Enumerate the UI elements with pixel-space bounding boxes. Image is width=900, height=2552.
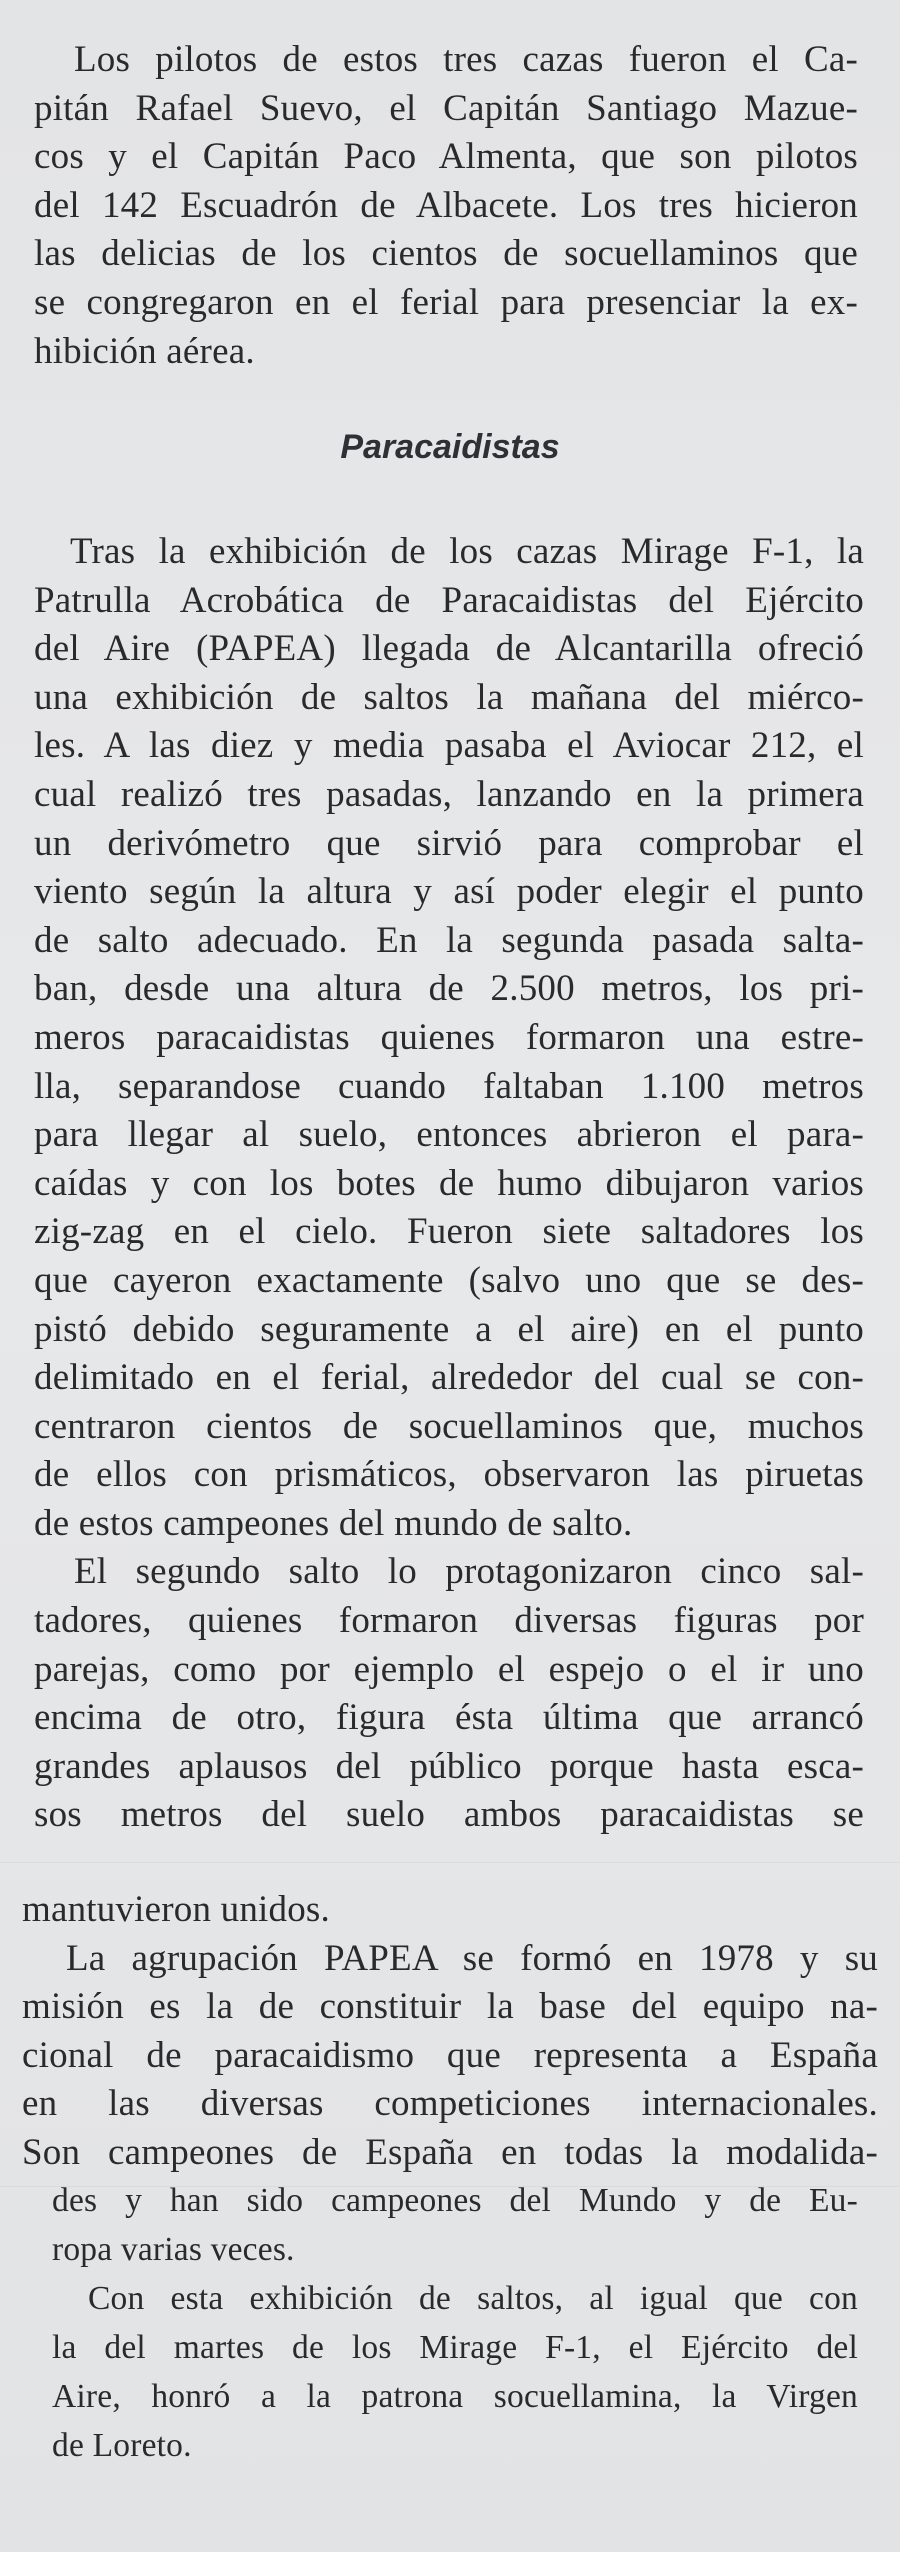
text-line: la del martes de los Mirage F-1, el Ejército del <box>52 2329 858 2366</box>
text-line: cional de paracaidismo que representa a España <box>22 2034 878 2076</box>
text-line: grandes aplausos del público porque hasta esca- <box>34 1745 864 1787</box>
text-line: de Loreto. <box>52 2427 192 2464</box>
text-line: delimitado en el ferial, alrededor del cual se con- <box>34 1357 864 1399</box>
text-line: cual realizó tres pasadas, lanzando en la primera <box>34 773 864 815</box>
text-line: un derivómetro que sirvió para comprobar el <box>34 822 864 864</box>
text-line: de salto adecuado. En la segunda pasada salta- <box>34 919 864 961</box>
text-line: se congregaron en el ferial para presenciar la ex- <box>34 281 858 323</box>
text-line: misión es la de constituir la base del equipo na- <box>22 1986 878 2028</box>
text-line: ban, desde una altura de 2.500 metros, los pri- <box>34 968 864 1010</box>
intro-paragraph <box>34 36 858 376</box>
text-line: Tras la exhibición de los cazas Mirage F-1, la <box>70 531 864 572</box>
text-line: Con esta exhibición de saltos, al igual que con <box>88 2280 858 2317</box>
text-line: para llegar al suelo, entonces abrieron el para- <box>34 1114 864 1156</box>
text-line: ropa varias veces. <box>52 2231 295 2268</box>
text-line: pistó debido seguramente a el aire) en el punto <box>34 1308 864 1350</box>
text-line: una exhibición de saltos la mañana del miérco- <box>34 676 864 718</box>
text-line: El segundo salto lo protagonizaron cinco sal- <box>74 1551 864 1593</box>
body-paragraphs <box>34 528 864 1840</box>
text-line: lla, separandose cuando faltaban 1.100 metros <box>34 1065 864 1107</box>
text-line: viento según la altura y así poder elegir el punto <box>34 871 864 913</box>
text-line: parejas, como por ejemplo el espejo o el ir uno <box>34 1648 864 1690</box>
page-fold <box>0 1862 900 1863</box>
text-line: que cayeron exactamente (salvo uno que se des- <box>34 1259 864 1301</box>
text-line: del 142 Escuadrón de Albacete. Los tres hicieron <box>34 184 858 226</box>
text-line: cos y el Capitán Paco Almenta, que son pilotos <box>34 136 858 178</box>
text-line: centraron cientos de socuellaminos que, muchos <box>34 1405 864 1447</box>
text-line: zig-zag en el cielo. Fueron siete saltadores los <box>34 1211 864 1253</box>
text-line: meros paracaidistas quienes formaron una estre- <box>34 1016 864 1058</box>
text-line: en las diversas competiciones internacionales. <box>22 2083 878 2125</box>
closing-paragraph <box>52 2176 858 2470</box>
text-line: Aire, honró a la patrona socuellamina, la Virgen <box>52 2378 858 2415</box>
text-line: pitán Rafael Suevo, el Capitán Santiago Mazue- <box>34 87 858 129</box>
text-line: de ellos con prismáticos, observaron las piruetas <box>34 1454 864 1496</box>
text-line: hibición aérea. <box>34 330 255 372</box>
text-line: encima de otro, figura ésta última que arrancó <box>34 1697 864 1739</box>
text-line: del Aire (PAPEA) llegada de Alcantarilla ofreció <box>34 628 864 670</box>
text-line: las delicias de los cientos de socuellaminos que <box>34 233 858 275</box>
text-line: des y han sido campeones del Mundo y de Eu- <box>52 2182 858 2219</box>
text-line: Los pilotos de estos tres cazas fueron el Ca- <box>74 39 858 80</box>
text-line: Patrulla Acrobática de Paracaidistas del Ejército <box>34 579 864 621</box>
text-line: les. A las diez y media pasaba el Aviocar 212, el <box>34 725 864 767</box>
continuation-paragraph <box>22 1886 878 2178</box>
text-line: caídas y con los botes de humo dibujaron varios <box>34 1162 864 1204</box>
text-line: mantuvieron unidos. <box>22 1889 330 1930</box>
text-line: de estos campeones del mundo de salto. <box>34 1502 633 1544</box>
section-heading: Paracaidistas <box>340 428 560 466</box>
text-line: La agrupación PAPEA se formó en 1978 y su <box>66 1937 878 1979</box>
text-line: Son campeones de España en todas la modalida- <box>22 2131 878 2173</box>
text-line: tadores, quienes formaron diversas figuras por <box>34 1600 864 1642</box>
text-line: sos metros del suelo ambos paracaidistas se <box>34 1794 864 1836</box>
